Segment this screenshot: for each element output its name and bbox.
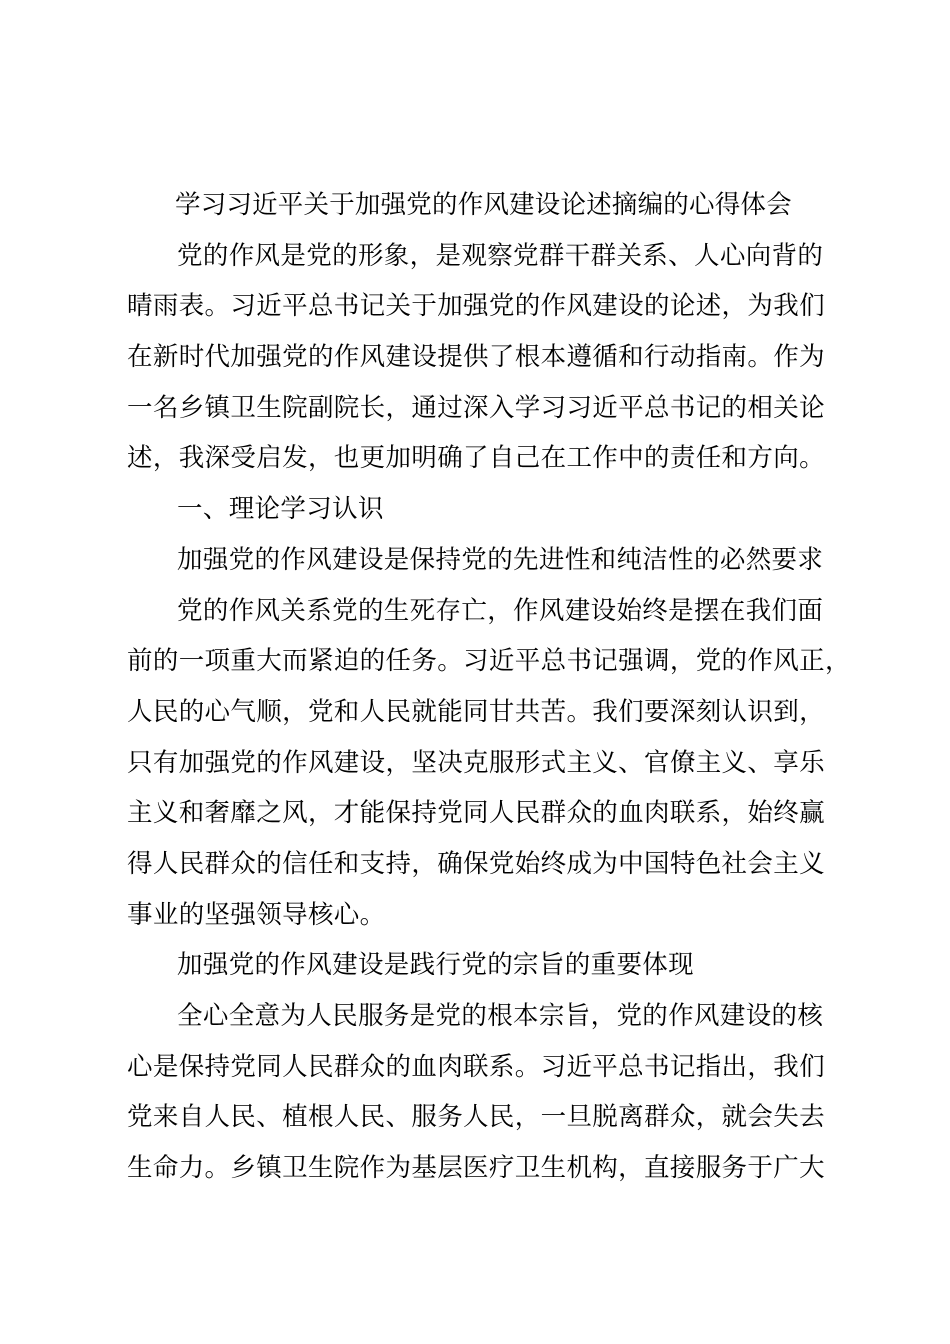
body-line: 党的作风是党的形象，是观察党群干群关系、人心向背的 bbox=[177, 240, 824, 271]
body-line: 事业的坚强领导核心。 bbox=[127, 899, 386, 930]
body-line: 只有加强党的作风建设，坚决克服形式主义、官僚主义、享乐 bbox=[127, 747, 825, 778]
document-title: 学习习近平关于加强党的作风建设论述摘编的心得体会 bbox=[175, 190, 792, 220]
body-line: 在新时代加强党的作风建设提供了根本遵循和行动指南。作为 bbox=[127, 342, 825, 373]
subsection-heading: 加强党的作风建设是保持党的先进性和纯洁性的必然要求 bbox=[177, 544, 824, 575]
subsection-heading: 加强党的作风建设是践行党的宗旨的重要体现 bbox=[177, 950, 695, 981]
document-body bbox=[127, 180, 851, 1194]
body-line: 一名乡镇卫生院副院长，通过深入学习习近平总书记的相关论 bbox=[127, 392, 825, 423]
body-line: 前的一项重大而紧迫的任务。习近平总书记强调，党的作风正， bbox=[127, 646, 851, 677]
body-line: 述，我深受启发，也更加明确了自己在工作中的责任和方向。 bbox=[127, 443, 825, 474]
body-line: 晴雨表。习近平总书记关于加强党的作风建设的论述，为我们 bbox=[127, 291, 825, 322]
body-line: 人民的心气顺，党和人民就能同甘共苦。我们要深刻认识到， bbox=[127, 696, 825, 727]
body-line: 得人民群众的信任和支持，确保党始终成为中国特色社会主义 bbox=[127, 848, 825, 879]
body-line: 主义和奢靡之风，才能保持党同人民群众的血肉联系，始终赢 bbox=[127, 798, 825, 829]
body-line: 党的作风关系党的生死存亡，作风建设始终是摆在我们面 bbox=[177, 595, 824, 626]
body-line: 生命力。乡镇卫生院作为基层医疗卫生机构，直接服务于广大 bbox=[127, 1153, 825, 1184]
body-line: 党来自人民、植根人民、服务人民，一旦脱离群众，就会失去 bbox=[127, 1102, 825, 1133]
body-line: 心是保持党同人民群众的血肉联系。习近平总书记指出，我们 bbox=[127, 1051, 825, 1082]
body-line: 全心全意为人民服务是党的根本宗旨，党的作风建设的核 bbox=[177, 1001, 824, 1031]
section-heading: 一、理论学习认识 bbox=[177, 494, 384, 525]
